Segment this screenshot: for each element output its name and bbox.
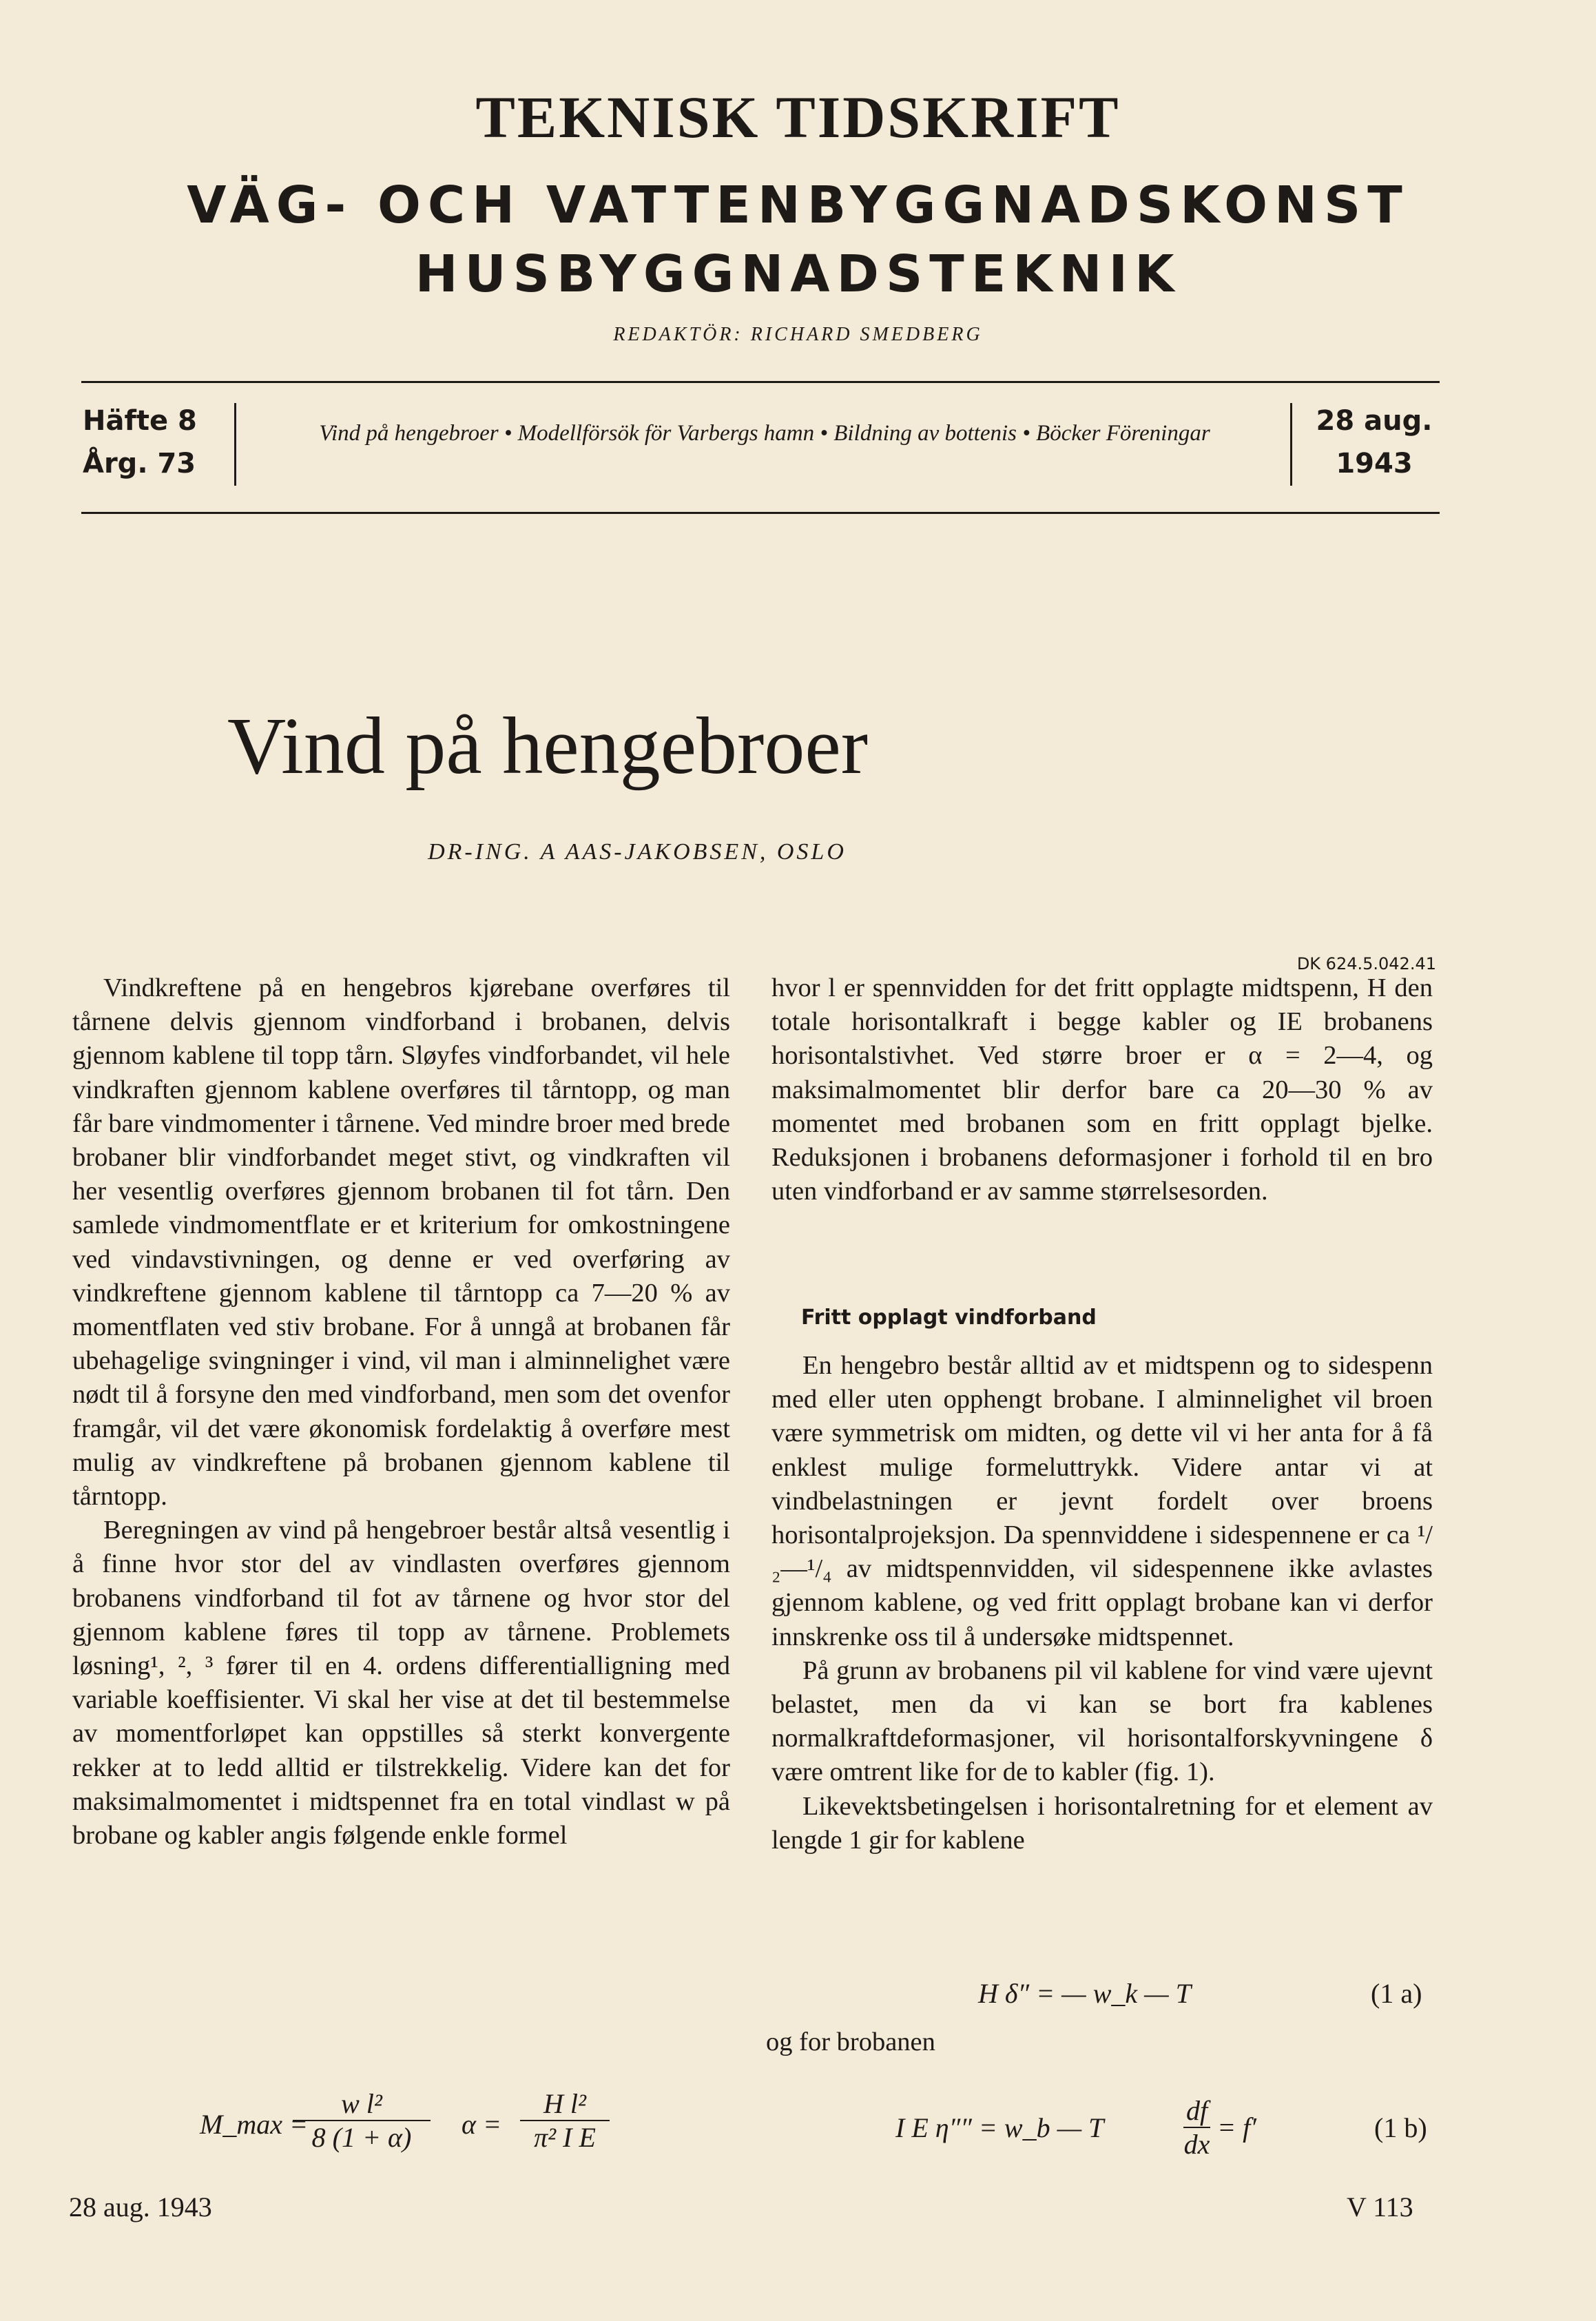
issue-contents: Vind på hengebroer • Modellförsök för Varbergs hamn • Bildning av bottenis • Böcker Föreningar — [319, 421, 1210, 446]
derivative-rhs: = f′ — [1217, 2112, 1256, 2143]
alpha-denominator: π² I E — [534, 2122, 596, 2153]
issue-date: 28 aug. — [1316, 405, 1433, 437]
derivative-numerator: df — [1183, 2094, 1210, 2128]
article-title: Vind på hengebroer — [227, 701, 868, 791]
derivative-denominator: dx — [1183, 2129, 1210, 2160]
alpha-fraction — [520, 2087, 610, 2154]
equation-1a: H δ″ = — w_k — T — [978, 1978, 1191, 2009]
bottom-rule — [81, 512, 1440, 514]
mmax-denominator: 8 (1 + α) — [311, 2122, 412, 2153]
paragraph: Vindkreftene på en hengebros kjørebane overføres til tårnene delvis gjennom vindforband i brobanen, delvis gjennom kablene til topp tårn. Sløyfes vindforbandet, vil hele vindkraften gjennom kablene overføres til tårntopp, og man får bare vindmomenter i tårnene. Ved mindre broer med brede brobaner blir vindforbandet meget stivt, og vindkraften vil her vesentlig overføres gjennom brobanen til fot tårn. Den samlede vindmomentflate er et kriterium for omkostningene ved vindavstivningen, og denne er ved overføring av vindkreftene gjennom kablene til tårntopp ca 7—20 % av momentflaten ved stiv brobane. For å unngå at brobanen får ubehagelige svingninger i vind, vil man i alminnelighet være nødt til å forsyne den med vindforband, men som det ovenfor framgår, vil det være økonomisk fordelaktig å overføre mest mulig av vindkreftene på brobanen gjennom kablene til tårntopp. — [72, 973, 730, 1512]
journal-title: TEKNISK TIDSKRIFT — [475, 84, 1121, 150]
page-number: V 113 — [1347, 2191, 1413, 2222]
issue-year: 1943 — [1336, 448, 1413, 479]
mmax-numerator: w l² — [293, 2087, 431, 2121]
right-column-body — [771, 1349, 1433, 1857]
top-rule — [81, 381, 1440, 383]
alpha-numerator: H l² — [520, 2087, 610, 2121]
journal-subtitle-line2: HUSBYGGNADSTEKNIK — [415, 245, 1181, 304]
editor-line: REDAKTÖR: RICHARD SMEDBERG — [613, 324, 983, 345]
equation-1b-derivative — [1183, 2094, 1256, 2160]
right-divider — [1290, 403, 1292, 486]
section-heading: Fritt opplagt vindforband — [801, 1306, 1097, 1330]
paragraph: En hengebro består alltid av et midtspenn og to sidespenn med eller uten opphengt brobane. I alminnelighet vil broen være symmetrisk om midten, og dette vil vi her anta for å få enklest mulige formeluttrykk. Videre antar vi at vindbelastningen er jevnt fordelt over broens horisontalprojeksjon. Da spennviddene i sidespennene er ca ¹/₂—¹/₄ av midtspennvidden, vil sidespennene ikke avlastes gjennom kablene, og ved fritt opplagt brobane kan vi derfor innskrenke oss til å undersøke midtspennet. — [771, 1351, 1433, 1651]
alpha-lhs: α = — [462, 2109, 501, 2140]
equation-1a-label: (1 a) — [1371, 1978, 1422, 2009]
right-column-intro — [771, 971, 1433, 1208]
footer-date: 28 aug. 1943 — [69, 2191, 212, 2222]
paragraph: Likevektsbetingelsen i horisontalretning for et element av lengde 1 gir for kablene — [771, 1791, 1433, 1855]
equation-1b-label: (1 b) — [1374, 2112, 1427, 2143]
mmax-lhs: M_max = — [200, 2109, 308, 2140]
paragraph: På grunn av brobanens pil vil kablene for vind være ujevnt belastet, men da vi kan se bort fra kablenes normalkraftdeformasjoner, vil horisontalforskyvningene δ være omtrent like for de to kabler (fig. 1). — [771, 1655, 1433, 1787]
left-divider — [234, 403, 236, 486]
equation-1b: I E η″″ = w_b — T — [895, 2112, 1104, 2143]
article-author: DR-ING. A AAS-JAKOBSEN, OSLO — [428, 839, 847, 865]
issue-volume: Årg. 73 — [83, 448, 196, 479]
left-column — [72, 971, 730, 1853]
paragraph: Beregningen av vind på hengebroer består altså vesentlig i å finne hvor stor del av vindlasten overføres gjennom brobanens vindforband til fot av tårnene og hvor stor del gjennom kablene føres til topp av tårnene. Problemets løsning¹, ², ³ fører til en 4. ordens differentialligning med variable koeffisienter. Vi skal her vise at det til bestemmelse av momentforløpet kan oppstilles så sterkt konvergente rekker at to ledd alltid er tilstrekkelig. Videre kan det for maksimalmomentet i midtspennet fra en total vindlast w på brobane og kabler angis følgende enkle formel — [72, 1516, 730, 1850]
issue-number: Häfte 8 — [83, 405, 197, 437]
paragraph: hvor l er spennvidden for det fritt opplagte midtspenn, H den totale horisontalkraft i begge kabler og IE brobanens horisontalstivhet. Ved større broer er α = 2—4, og maksimalmomentet blir derfor bare ca 20—30 % av momentet med brobanen som en fritt opplagt bjelke. Reduksjonen i brobanens deformasjoner i forhold til en bro uten vindforband er av samme størrelsesorden. — [771, 973, 1433, 1206]
equation-text: og for brobanen — [766, 2028, 935, 2056]
dk-classification: DK 624.5.042.41 — [1296, 954, 1436, 973]
mmax-fraction — [293, 2087, 431, 2154]
journal-subtitle-line1: VÄG- OCH VATTENBYGGNADSKONST — [187, 176, 1409, 235]
